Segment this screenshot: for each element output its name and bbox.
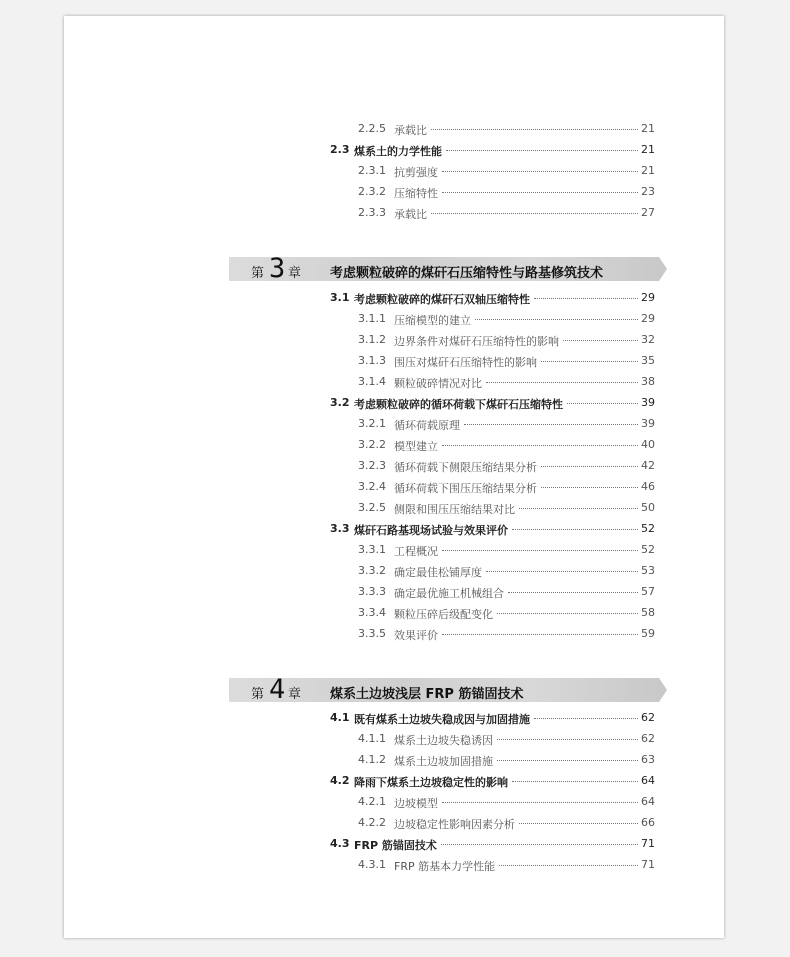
entry-number: 3.3	[330, 522, 350, 535]
entry-page-number: 21	[641, 164, 655, 177]
entry-page-number: 42	[641, 459, 655, 472]
entry-title: 压缩特性	[394, 187, 438, 200]
toc-section-entry	[64, 832, 724, 854]
entry-number: 4.1.2	[358, 753, 386, 766]
entry-title: 承载比	[394, 208, 427, 221]
dot-leader	[512, 774, 638, 782]
entry-number: 3.3.3	[358, 585, 386, 598]
dot-leader	[497, 753, 638, 761]
entry-page-number: 52	[641, 522, 655, 535]
chapter-suffix: 章	[288, 266, 302, 281]
chapter-suffix: 章	[288, 687, 302, 702]
dot-leader	[534, 711, 638, 719]
entry-title: 确定最佳松铺厚度	[394, 566, 482, 579]
entry-page-number: 52	[641, 543, 655, 556]
toc-subsection-entry	[64, 412, 724, 434]
toc-subsection-entry	[64, 727, 724, 749]
toc-subsection-entry	[64, 475, 724, 497]
entry-number: 3.1	[330, 291, 350, 304]
toc-subsection-entry	[64, 538, 724, 560]
entry-number: 3.2.1	[358, 417, 386, 430]
toc-subsection-entry	[64, 853, 724, 875]
toc-subsection-entry	[64, 790, 724, 812]
entry-number: 2.2.5	[358, 122, 386, 135]
chapter-4-header	[229, 674, 659, 705]
entry-page-number: 62	[641, 732, 655, 745]
entry-page-number: 27	[641, 206, 655, 219]
toc-subsection-entry	[64, 811, 724, 833]
entry-number: 3.1.3	[358, 354, 386, 367]
entry-title: FRP 筋锚固技术	[354, 839, 437, 852]
dot-leader	[541, 459, 638, 467]
dot-leader	[442, 185, 638, 193]
entry-number: 4.3.1	[358, 858, 386, 871]
entry-page-number: 39	[641, 417, 655, 430]
toc-subsection-entry	[64, 496, 724, 518]
entry-title: 边界条件对煤矸石压缩特性的影响	[394, 335, 559, 348]
dot-leader	[563, 333, 638, 341]
entry-number: 2.3.2	[358, 185, 386, 198]
entry-title: 煤系土的力学性能	[354, 145, 442, 158]
dot-leader	[446, 143, 638, 151]
entry-page-number: 21	[641, 122, 655, 135]
entry-page-number: 40	[641, 438, 655, 451]
entry-number: 3.3.5	[358, 627, 386, 640]
dot-leader	[442, 543, 638, 551]
dot-leader	[442, 795, 638, 803]
toc-section-entry	[64, 391, 724, 413]
entry-page-number: 58	[641, 606, 655, 619]
chapter-number: 4	[269, 674, 286, 705]
dot-leader	[499, 858, 638, 866]
dot-leader	[475, 312, 638, 320]
dot-leader	[486, 564, 638, 572]
entry-number: 3.2.4	[358, 480, 386, 493]
toc-subsection-entry	[64, 180, 724, 202]
toc-subsection-entry	[64, 328, 724, 350]
entry-title: 围压对煤矸石压缩特性的影响	[394, 356, 537, 369]
entry-number: 3.3.2	[358, 564, 386, 577]
entry-page-number: 63	[641, 753, 655, 766]
entry-number: 4.2	[330, 774, 350, 787]
entry-title: 侧限和围压压缩结果对比	[394, 503, 515, 516]
dot-leader	[497, 732, 638, 740]
entry-title: 边坡稳定性影响因素分析	[394, 818, 515, 831]
toc-subsection-entry	[64, 201, 724, 223]
dot-leader	[541, 354, 638, 362]
chapter-3-header	[229, 253, 659, 284]
entry-number: 3.3.4	[358, 606, 386, 619]
entry-number: 3.2.2	[358, 438, 386, 451]
entry-title: 煤系土边坡加固措施	[394, 755, 493, 768]
entry-number: 4.1.1	[358, 732, 386, 745]
dot-leader	[442, 438, 638, 446]
entry-title: 模型建立	[394, 440, 438, 453]
toc-subsection-entry	[64, 159, 724, 181]
dot-leader	[567, 396, 638, 404]
toc-subsection-entry	[64, 559, 724, 581]
entry-number: 3.1.4	[358, 375, 386, 388]
dot-leader	[442, 627, 638, 635]
entry-page-number: 50	[641, 501, 655, 514]
entry-title: 循环荷载原理	[394, 419, 460, 432]
entry-page-number: 71	[641, 837, 655, 850]
entry-number: 2.3.1	[358, 164, 386, 177]
chapter-prefix: 第	[251, 687, 265, 702]
entry-page-number: 46	[641, 480, 655, 493]
entry-number: 3.2.5	[358, 501, 386, 514]
entry-page-number: 35	[641, 354, 655, 367]
entry-page-number: 57	[641, 585, 655, 598]
entry-page-number: 29	[641, 291, 655, 304]
entry-number: 3.1.2	[358, 333, 386, 346]
entry-number: 4.2.1	[358, 795, 386, 808]
entry-title: 煤系土边坡失稳诱因	[394, 734, 493, 747]
entry-page-number: 53	[641, 564, 655, 577]
entry-page-number: 32	[641, 333, 655, 346]
dot-leader	[541, 480, 638, 488]
toc-subsection-entry	[64, 601, 724, 623]
toc-section-entry	[64, 769, 724, 791]
chapter-title: 考虑颗粒破碎的煤矸石压缩特性与路基修筑技术	[330, 266, 604, 281]
toc-section-entry	[64, 517, 724, 539]
chapter-number: 3	[269, 253, 286, 284]
dot-leader	[512, 522, 638, 530]
entry-title: 降雨下煤系土边坡稳定性的影响	[354, 776, 508, 789]
entry-page-number: 21	[641, 143, 655, 156]
entry-title: 抗剪强度	[394, 166, 438, 179]
entry-title: 压缩模型的建立	[394, 314, 471, 327]
entry-title: 既有煤系土边坡失稳成因与加固措施	[354, 713, 530, 726]
entry-page-number: 29	[641, 312, 655, 325]
chapter-prefix: 第	[251, 266, 265, 281]
entry-number: 3.3.1	[358, 543, 386, 556]
entry-title: 效果评价	[394, 629, 438, 642]
entry-page-number: 64	[641, 774, 655, 787]
dot-leader	[519, 501, 638, 509]
entry-page-number: 64	[641, 795, 655, 808]
dot-leader	[442, 164, 638, 172]
toc-subsection-entry	[64, 748, 724, 770]
entry-number: 3.2.3	[358, 459, 386, 472]
toc-subsection-entry	[64, 307, 724, 329]
dot-leader	[508, 585, 638, 593]
toc-section-entry	[64, 286, 724, 308]
toc-section-entry	[64, 706, 724, 728]
dot-leader	[534, 291, 638, 299]
entry-title: 颗粒破碎情况对比	[394, 377, 482, 390]
entry-number: 3.2	[330, 396, 350, 409]
entry-number: 2.3	[330, 143, 350, 156]
dot-leader	[431, 122, 638, 130]
dot-leader	[497, 606, 638, 614]
toc-subsection-entry	[64, 622, 724, 644]
entry-number: 2.3.3	[358, 206, 386, 219]
entry-title: 考虑颗粒破碎的循环荷载下煤矸石压缩特性	[354, 398, 563, 411]
dot-leader	[519, 816, 638, 824]
dot-leader	[464, 417, 638, 425]
entry-page-number: 23	[641, 185, 655, 198]
entry-page-number: 39	[641, 396, 655, 409]
toc-subsection-entry	[64, 580, 724, 602]
toc-subsection-entry	[64, 454, 724, 476]
entry-number: 4.3	[330, 837, 350, 850]
chapter-title: 煤系土边坡浅层 FRP 筋锚固技术	[330, 687, 524, 702]
entry-page-number: 62	[641, 711, 655, 724]
toc-section-entry	[64, 138, 724, 160]
entry-page-number: 66	[641, 816, 655, 829]
entry-title: 循环荷载下侧限压缩结果分析	[394, 461, 537, 474]
entry-number: 4.1	[330, 711, 350, 724]
entry-title: 工程概况	[394, 545, 438, 558]
entry-page-number: 71	[641, 858, 655, 871]
entry-title: 循环荷载下围压压缩结果分析	[394, 482, 537, 495]
entry-number: 3.1.1	[358, 312, 386, 325]
entry-title: 颗粒压碎后级配变化	[394, 608, 493, 621]
dot-leader	[441, 837, 638, 845]
entry-title: FRP 筋基本力学性能	[394, 860, 496, 873]
dot-leader	[431, 206, 638, 214]
toc-subsection-entry	[64, 117, 724, 139]
entry-title: 煤矸石路基现场试验与效果评价	[354, 524, 508, 537]
document-page	[64, 16, 724, 938]
dot-leader	[486, 375, 638, 383]
toc-subsection-entry	[64, 349, 724, 371]
entry-title: 边坡模型	[394, 797, 438, 810]
entry-title: 承载比	[394, 124, 427, 137]
entry-title: 确定最优施工机械组合	[394, 587, 504, 600]
toc-subsection-entry	[64, 370, 724, 392]
entry-title: 考虑颗粒破碎的煤矸石双轴压缩特性	[354, 293, 530, 306]
entry-page-number: 59	[641, 627, 655, 640]
entry-page-number: 38	[641, 375, 655, 388]
toc-subsection-entry	[64, 433, 724, 455]
entry-number: 4.2.2	[358, 816, 386, 829]
